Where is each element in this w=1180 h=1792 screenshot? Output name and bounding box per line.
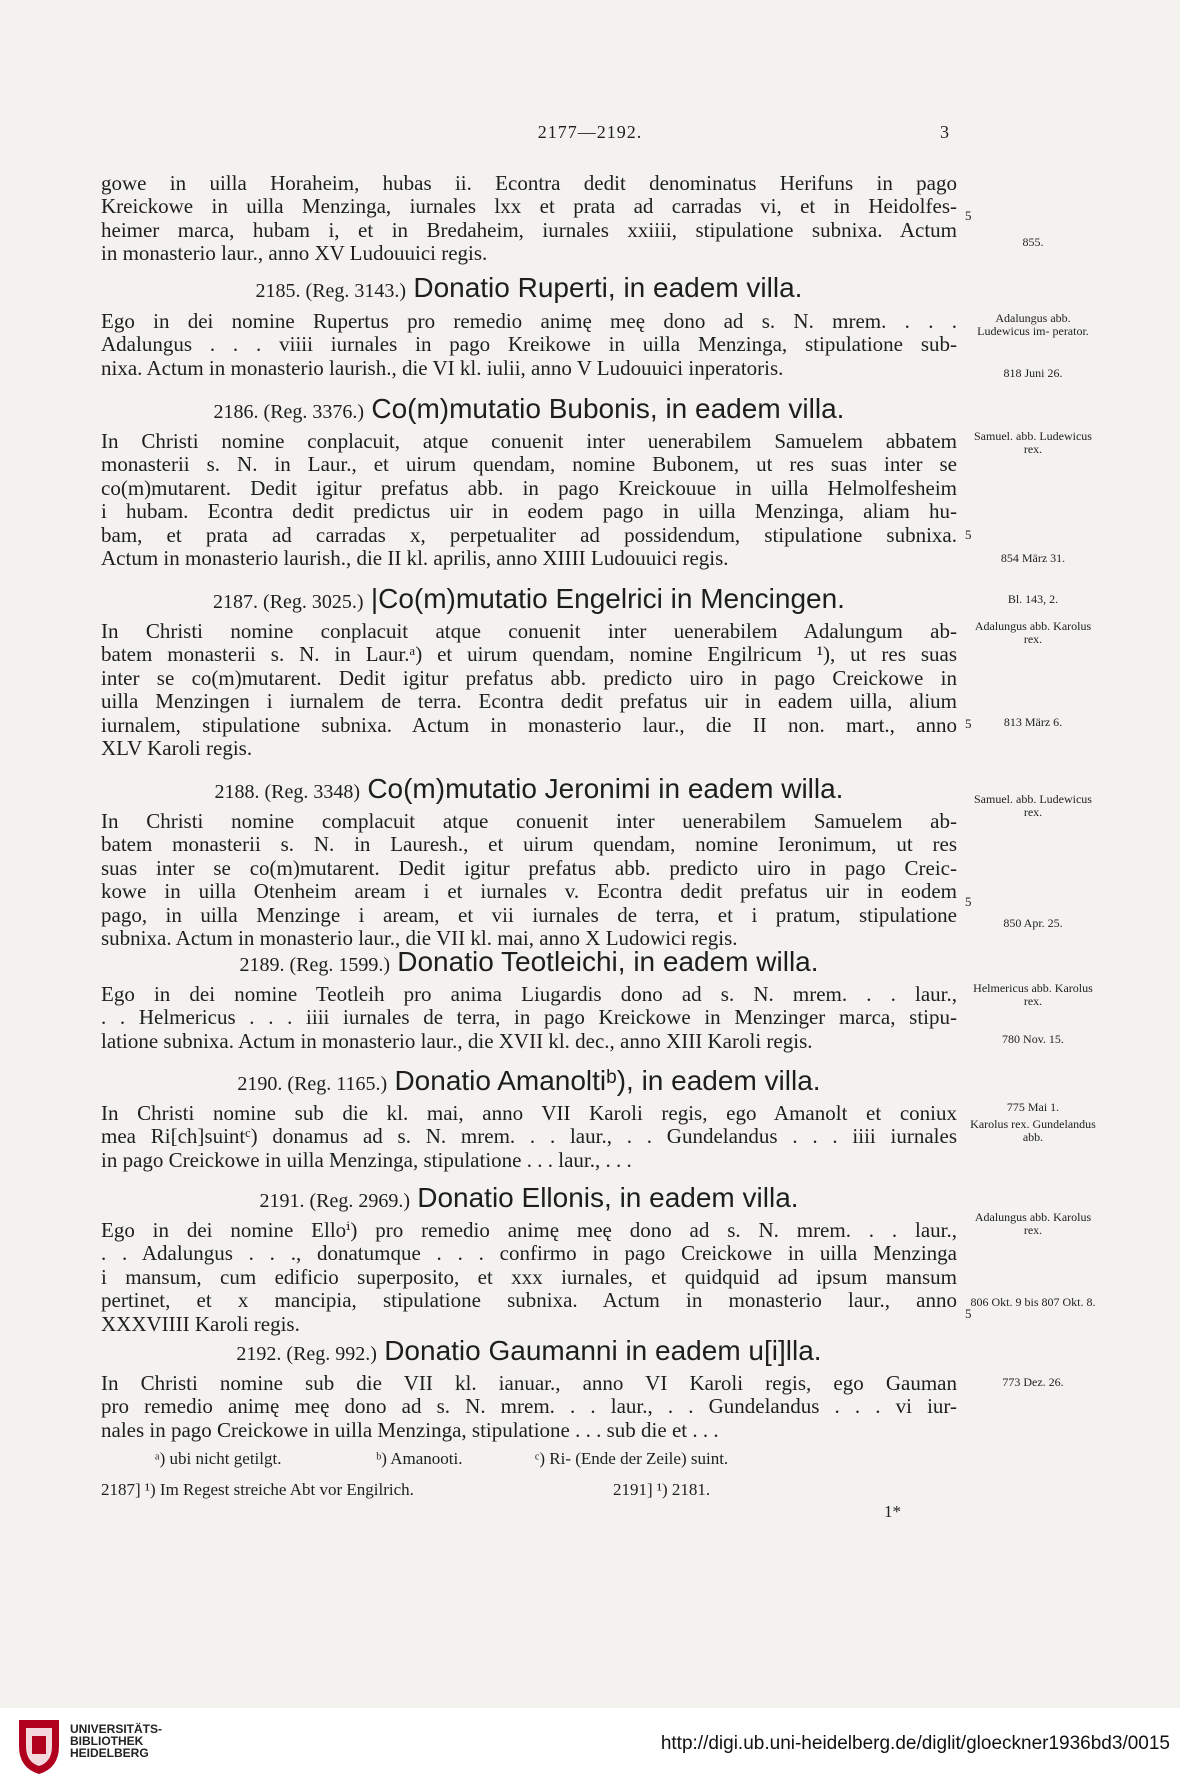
margin-note: Adalungus abb. Karolus rex. xyxy=(974,619,1092,646)
text-line: batem monasterii s. N. in Lauresh., et uirum quendam, nomine Ieronimum, ut res xyxy=(101,832,957,857)
margin-note: 775 Mai 1. xyxy=(1006,1100,1060,1114)
source-url-link[interactable]: http://digi.ub.uni-heidelberg.de/diglit/gloeckner1936bd3/0015 xyxy=(660,1733,1170,1754)
margin-note: Karolus rex. Gundelandus abb. xyxy=(970,1117,1096,1144)
text-line: In Christi nomine complacuit atque conuenit inter uenerabilem Samuelem ab- xyxy=(101,809,957,833)
margin-note: Samuel. abb. Ludewicus rex. xyxy=(974,429,1092,456)
text-line: in pago Creickowe in uilla Menzinga, stipulatione . . . laur., . . . xyxy=(101,1147,632,1172)
line-number: 5 xyxy=(965,208,972,223)
text-line: suas inter se co(m)mutarent. Dedit igitur prefatus abb. predicto uiro in pago Creic- xyxy=(101,855,957,880)
margin-note: 818 Juni 26. xyxy=(1003,366,1063,380)
text-line: . . Helmericus . . . iiii iurnales de terra, in pago Kreickowe in Menzinger marca, stipu- xyxy=(101,1005,957,1030)
entry-title: Co(m)mutatio Jeronimi in eadem willa. xyxy=(367,773,844,804)
text-line: kowe in uilla Otenheim aream i et iurnales v. Econtra dedit prefatus uir in eodem xyxy=(101,879,957,904)
entry-heading xyxy=(101,946,957,981)
entry-heading xyxy=(101,272,957,307)
text-line: mea Ri[ch]suintᶜ) donamus ad s. N. mrem. . . laur., . . Gundelandus . . . iiii iurnales xyxy=(101,1124,957,1149)
text-line: In Christi nomine conplacuit atque conuenit inter uenerabilem Adalungum ab- xyxy=(101,619,957,643)
page-number: 3 xyxy=(940,122,949,142)
text-line: subnixa. Actum in monasterio laur., die VII kl. mai, anno X Ludowici regis. xyxy=(101,926,738,951)
text-line: bam, et prata ad carradas x, perpetualiter ad possidendum, stipulatione subnixa. xyxy=(101,522,957,547)
text-line: co(m)mutarent. Dedit igitur prefatus abb. in pago Kreickouue in uilla Helmolfesheim xyxy=(101,475,957,500)
entry-heading xyxy=(101,583,957,618)
entry-heading xyxy=(101,1182,957,1217)
text-line: pro remedio animę meę dono ad s. N. mrem. . . laur., . . Gundelandus . . . vi iur- xyxy=(101,1394,957,1419)
line-number: 5 xyxy=(965,716,972,731)
text-line: nixa. Actum in monasterio laurish., die VI kl. iulii, anno V Ludouuici inperatoris. xyxy=(101,355,784,380)
margin-note: 854 März 31. xyxy=(1000,551,1066,565)
entry-heading xyxy=(101,393,957,428)
footnote: ᵃ) ubi nicht getilgt. xyxy=(155,1449,282,1468)
charter-text xyxy=(101,1102,957,1172)
footnote: ᶜ) Ri- (Ende der Zeile) suint. xyxy=(535,1449,729,1468)
entry-number: 2186. (Reg. 3376.) xyxy=(213,401,365,423)
text-line: In Christi nomine sub die kl. mai, anno VII Karoli regis, ego Amanolt et coniux xyxy=(101,1101,957,1125)
footnote: 1* xyxy=(884,1502,901,1521)
margin-note: 855. xyxy=(1022,235,1044,249)
margin-note: 780 Nov. 15. xyxy=(1002,1032,1064,1046)
charter-text xyxy=(101,1219,957,1336)
text-line: nales in pago Creickowe in uilla Menzinga, stipulatione . . . sub die et . . . xyxy=(101,1417,719,1442)
footnote: 2191] ¹) 2181. xyxy=(613,1480,711,1499)
margin-note: Samuel. abb. Ludewicus rex. xyxy=(974,792,1092,819)
entry-number: 2191. (Reg. 2969.) xyxy=(259,1190,410,1212)
institution-name: UNIVERSITÄTS- BIBLIOTHEK HEIDELBERG xyxy=(70,1722,163,1760)
text-line: heimer marca, hubam i, et in Bredaheim, iurnales xxiiii, stipulatione subnixa. Actum xyxy=(101,217,957,242)
running-head: 2177—2192. xyxy=(537,122,643,142)
text-line: pago, in uilla Menzinge i aream, et vii iurnales de terra, et i pratum, stipulatione xyxy=(101,902,957,927)
text-line: latione subnixa. Actum in monasterio laur., die XVII kl. dec., anno XIII Karoli regis. xyxy=(101,1028,813,1053)
margin-note: Adalungus abb. Karolus rex. xyxy=(974,1210,1092,1237)
text-line: monasterii s. N. in Laur., et uirum quendam, nomine Bubonem, ut res suas inter se xyxy=(101,452,957,477)
margin-note: Bl. 143, 2. xyxy=(1007,592,1059,606)
entry-heading xyxy=(101,1065,957,1100)
text-line: i hubam. Econtra dedit predictus uir in eodem pago in uilla Menzinga, aliam hu- xyxy=(101,499,957,524)
entry-heading xyxy=(101,1335,957,1370)
text-line: in monasterio laur., anno XV Ludouuici regis. xyxy=(101,241,488,266)
text-line: Kreickowe in uilla Menzinga, iurnales lxx et prata ad carradas vi, et in Heidolfes- xyxy=(101,194,957,219)
text-line: Adalungus . . . viiii iurnales in pago Kreikowe in uilla Menzinga, stipulatione sub- xyxy=(101,332,957,357)
text-line: batem monasterii s. N. in Laur.ᵃ) et uirum quendam, nomine Engilricum ¹), ut res suas xyxy=(101,642,957,667)
text-line: Ego in dei nomine Teotleih pro anima Liugardis dono ad s. N. mrem. . . laur., xyxy=(101,982,957,1006)
entry-title: Donatio Gaumanni in eadem u[i]lla. xyxy=(384,1335,822,1366)
margin-note: 806 Okt. 9 bis 807 Okt. 8. xyxy=(970,1295,1096,1309)
entry-number: 2192. (Reg. 992.) xyxy=(236,1343,377,1365)
line-number: 5 xyxy=(965,527,972,542)
entry-number: 2189. (Reg. 1599.) xyxy=(239,954,390,976)
charter-text xyxy=(101,983,957,1053)
margin-note: 773 Dez. 26. xyxy=(1002,1375,1064,1389)
text-line: . . Adalungus . . ., donatumque . . . confirmo in pago Creickowe in uilla Menzinga xyxy=(101,1241,957,1266)
university-seal-icon xyxy=(14,1716,64,1776)
text-line: gowe in uilla Horaheim, hubas ii. Econtra dedit denominatus Herifuns in pago xyxy=(101,171,957,195)
margin-note: Helmericus abb. Karolus rex. xyxy=(973,981,1093,1008)
charter-text xyxy=(101,310,957,380)
text-line: pertinet, et x mancipia, stipulatione subnixa. Actum in monasterio laur., anno xyxy=(101,1288,957,1313)
entry-title: Donatio Ruperti, in eadem villa. xyxy=(413,272,803,303)
charter-text xyxy=(101,1372,957,1442)
entry-number: 2187. (Reg. 3025.) xyxy=(213,591,364,613)
charter-text xyxy=(101,172,957,266)
entry-heading xyxy=(101,773,957,808)
text-line: Ego in dei nomine Elloⁱ) pro remedio animę meę dono ad s. N. mrem. . . laur., xyxy=(101,1218,957,1242)
entry-number: 2185. (Reg. 3143.) xyxy=(255,280,407,302)
footnote: 2187] ¹) Im Regest streiche Abt vor Engilrich. xyxy=(101,1480,414,1499)
text-line: XLV Karoli regis. xyxy=(101,736,253,761)
text-line: iurnalem, stipulatione subnixa. Actum in monasterio laur., die II non. mart., anno xyxy=(101,712,957,737)
text-line: inter se co(m)mutarent. Dedit igitur prefatus abb. predicto uiro in pago Creickowe in xyxy=(101,665,957,690)
text-line: In Christi nomine sub die VII kl. ianuar., anno VI Karoli regis, ego Gauman xyxy=(101,1371,957,1395)
charter-text xyxy=(101,810,957,950)
text-line: i mansum, cum edificio superposito, et xxx iurnales, et quidquid ad ipsum mansum xyxy=(101,1264,957,1289)
text-line: Actum in monasterio laurish., die II kl. aprilis, anno XIIII Ludouuici regis. xyxy=(101,546,729,571)
margin-note: 813 März 6. xyxy=(1003,715,1063,729)
text-line: Ego in dei nomine Rupertus pro remedio animę meę dono ad s. N. mrem. . . . xyxy=(101,309,957,333)
entry-title: Donatio Teotleichi, in eadem willa. xyxy=(397,946,819,977)
text-line: XXXVIIII Karoli regis. xyxy=(101,1311,300,1336)
line-number: 5 xyxy=(965,1306,972,1321)
entry-number: 2190. (Reg. 1165.) xyxy=(237,1073,388,1095)
text-line: In Christi nomine conplacuit, atque conuenit inter uenerabilem Samuelem abbatem xyxy=(101,429,957,453)
entry-title: Donatio Amanoltiᵇ), in eadem villa. xyxy=(394,1065,821,1096)
margin-note: 850 Apr. 25. xyxy=(1003,916,1063,930)
entry-number: 2188. (Reg. 3348) xyxy=(214,781,361,803)
margin-note: Adalungus abb. Ludewicus im- perator. xyxy=(977,311,1089,338)
charter-text xyxy=(101,430,957,570)
entry-title: Co(m)mutatio Bubonis, in eadem villa. xyxy=(371,393,845,424)
text-line: uilla Menzingen i iurnalem de terra. Econtra dedit prefatus uir in eadem uilla, alium xyxy=(101,689,957,714)
entry-title: |Co(m)mutatio Engelrici in Mencingen. xyxy=(370,583,845,614)
line-number: 5 xyxy=(965,894,972,909)
entry-title: Donatio Ellonis, in eadem villa. xyxy=(417,1182,799,1213)
footnote: ᵇ) Amanooti. xyxy=(376,1449,463,1468)
charter-text xyxy=(101,620,957,760)
